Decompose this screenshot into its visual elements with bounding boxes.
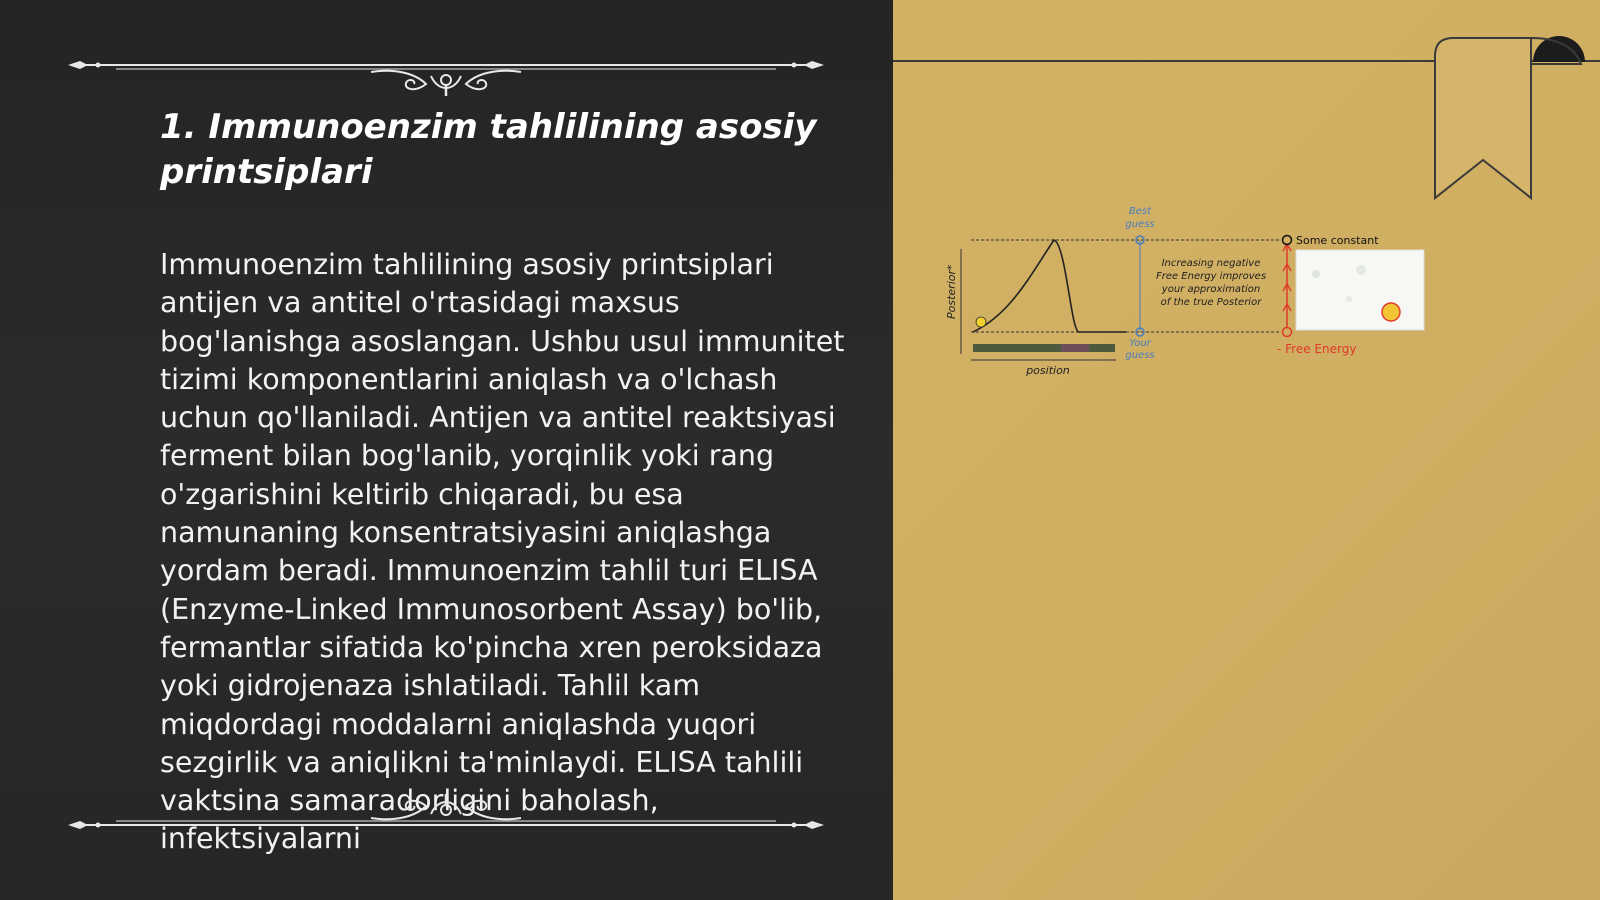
guess-marker-icon — [976, 317, 986, 327]
position-gradient-bar — [973, 344, 1115, 352]
your-guess-label-line1: Your — [1129, 338, 1151, 349]
slide-title: 1. Immunoenzim tahlilining asosiy printsiplari — [160, 107, 817, 192]
top-ornament-divider — [66, 36, 826, 96]
annotation-line2: Free Energy improves — [1155, 271, 1267, 282]
your-guess-label-line2: guess — [1125, 350, 1155, 361]
right-image-panel — [893, 0, 1600, 900]
free-energy-diagram — [945, 204, 1451, 384]
slide-body-text: Immunoenzim tahlilining asosiy printsiplari antijen va antitel o'rtasidagi maxsus bog'lanishga asoslangan. Ushbu usul immunitet tizimi komponentlarini aniqlash va o'lchash uchun qo'llaniladi. Antijen va antitel reaktsiyasi ferment bilan bog'lanib, yorqinlik yoki rang o'zgarishini keltirib chiqaradi, bu esa namunaning konsentratsiyasini aniqlashga yordam beradi. Immunoenzim tahlil turi ELISA (Enzyme-Linked Immunosorbent Assay) bo'lib, fermantlar sifatida ko'pincha xren peroksidaza yoki gidrojenaza ishlatiladi. Tahlil kam miqdordagi moddalarni aniqlashda yuqori sezgirlik va aniqlikni ta'minlaydi. ELISA tahlili vaktsina samaradorligini baholash, infektsiyalarni — [160, 248, 845, 856]
best-guess-label-line1: Best — [1128, 206, 1152, 217]
annotation-line3: your approximation — [1161, 284, 1261, 295]
some-constant-label: Some constant — [1296, 234, 1379, 247]
free-energy-label: - Free Energy — [1277, 342, 1357, 356]
annotation-line1: Increasing negative — [1161, 258, 1261, 269]
free-energy-marker — [1283, 328, 1292, 337]
annotation-line4: of the true Posterior — [1160, 297, 1262, 308]
posterior-curve — [973, 240, 1126, 332]
y-axis-label: Posterior* — [945, 264, 958, 319]
inset-thumbnail — [1296, 250, 1424, 330]
bottom-ornament-divider — [66, 776, 826, 836]
best-guess-label-line2: guess — [1125, 219, 1155, 230]
bookmark-ribbon — [1433, 34, 1583, 200]
x-axis-label: position — [1026, 364, 1070, 377]
